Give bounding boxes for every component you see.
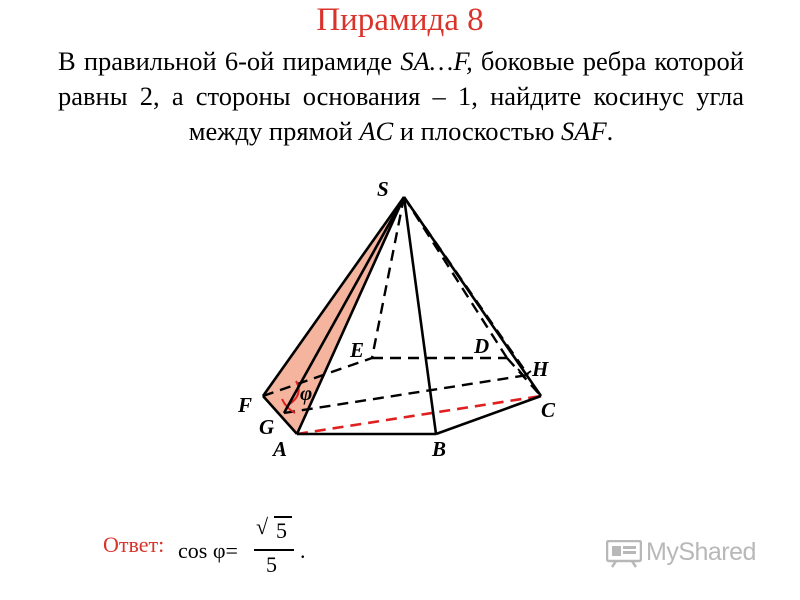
projector-icon bbox=[606, 540, 642, 568]
answer-label: Ответ: bbox=[103, 532, 165, 557]
problem-text-4: . bbox=[606, 116, 614, 146]
label-s: S bbox=[377, 177, 389, 201]
line-name: AC bbox=[359, 116, 394, 146]
line-ac bbox=[297, 396, 541, 434]
edge-sf bbox=[263, 197, 404, 396]
problem-statement bbox=[58, 44, 744, 149]
fraction-bar bbox=[254, 549, 294, 551]
formula-end: . bbox=[300, 538, 306, 563]
edge-sb bbox=[404, 197, 436, 434]
label-d: D bbox=[474, 334, 490, 358]
formula-numerator bbox=[254, 512, 294, 546]
label-b: B bbox=[432, 437, 447, 461]
formula-lhs: cos φ= bbox=[178, 538, 238, 563]
label-c: C bbox=[541, 398, 556, 422]
edge-bc bbox=[436, 396, 541, 434]
sqrt-sign: √ bbox=[256, 514, 269, 539]
sqrt-bar bbox=[274, 516, 292, 518]
formula-radicand: 5 bbox=[276, 518, 287, 543]
problem-text-2: боковые ребра которой равны 2, а стороны основания – 1, найдите косинус угла между прямой bbox=[58, 46, 744, 146]
label-phi: φ bbox=[300, 381, 313, 405]
label-g: G bbox=[259, 415, 275, 439]
logo-text: MyShared bbox=[646, 538, 756, 566]
slide-title: Пирамида 8 bbox=[316, 2, 484, 38]
pyramid-name: SA…F, bbox=[400, 46, 473, 76]
edge-sa bbox=[297, 197, 404, 434]
myshared-logo bbox=[606, 538, 766, 568]
formula-denominator: 5 bbox=[266, 552, 277, 577]
pyramid-figure bbox=[230, 170, 590, 470]
label-h: H bbox=[532, 357, 549, 381]
plane-name: SAF bbox=[561, 116, 607, 146]
label-e: E bbox=[350, 338, 365, 362]
edge-sc bbox=[404, 197, 541, 396]
problem-text-3: и плоскостью bbox=[393, 116, 562, 146]
label-a: A bbox=[273, 437, 288, 461]
problem-text-1: В правильной 6-ой пирамиде bbox=[58, 46, 401, 76]
label-f: F bbox=[238, 393, 253, 417]
